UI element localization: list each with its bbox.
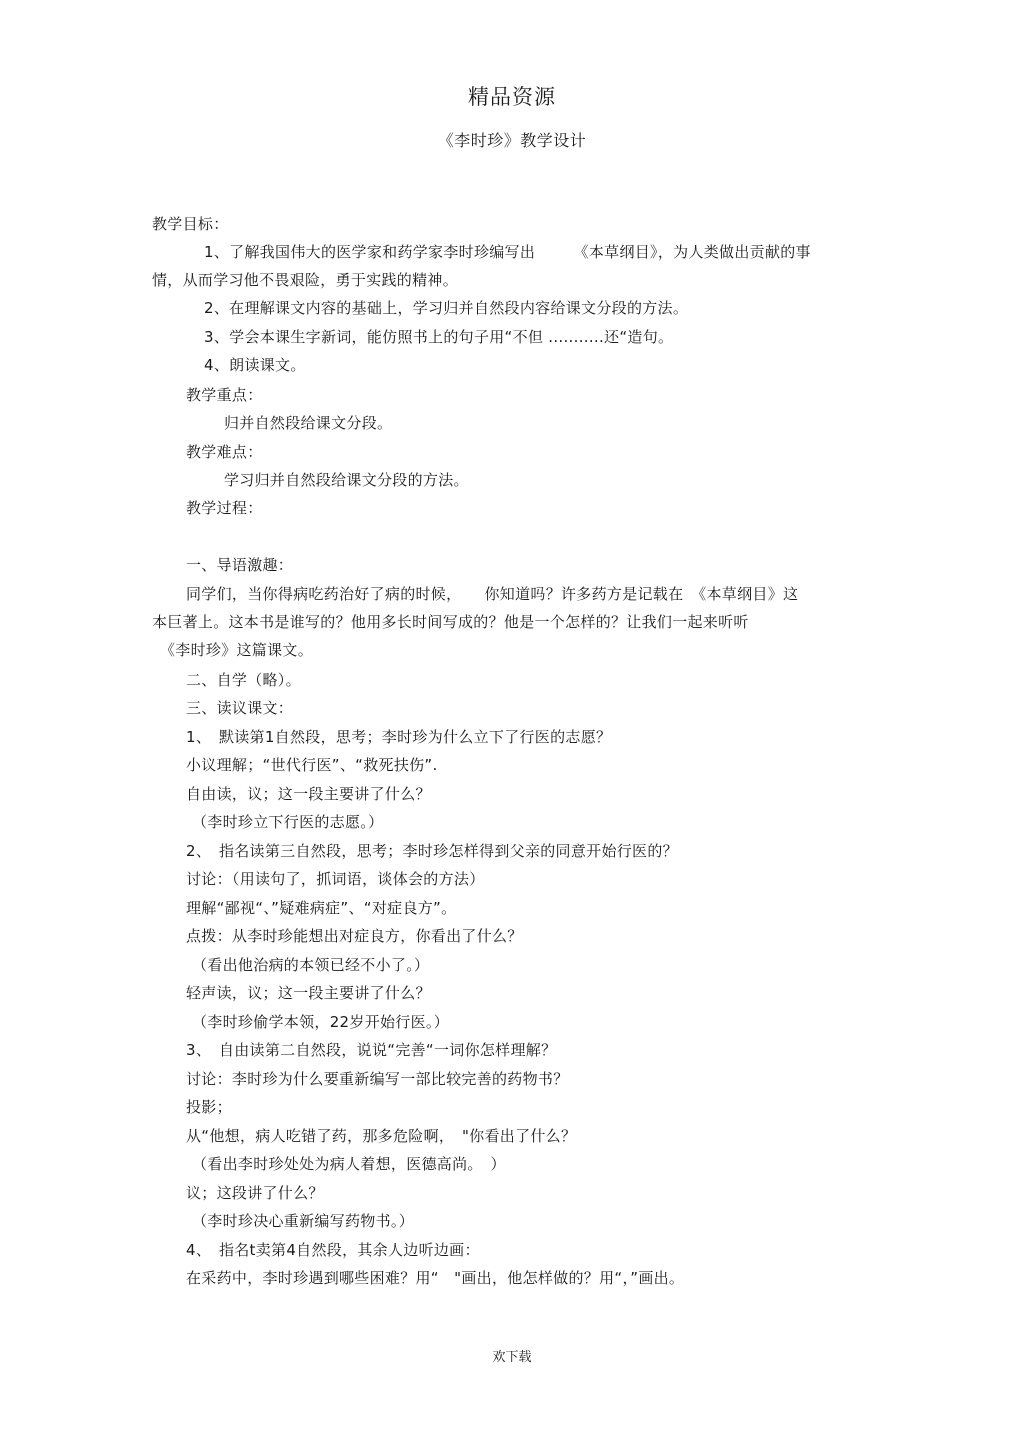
reading-item-2-hint: 点拨：从李时珍能想出对症良方，你看出了什么？ <box>186 927 523 945</box>
reading-item-3-discussion: 讨论：李时珍为什么要重新编写一部比较完善的药物书？ <box>186 1070 569 1088</box>
reading-item-1-question: 自由读，议；这一段主要讲了什么？ <box>186 785 431 803</box>
reading-item-3: 3、 自由读第二自然段，说说“完善“一词你怎样理解？ <box>186 1041 557 1059</box>
step-2-heading: 二、自学（略）。 <box>186 671 301 689</box>
reading-item-2-question: 轻声读，议；这一段主要讲了什么？ <box>186 984 431 1002</box>
reading-item-2-terms: 理解“鄙视“、”疑难病症”、“对症良方”。 <box>186 899 457 917</box>
reading-item-3-question: 议；这段讲了什么？ <box>186 1184 324 1202</box>
objective-1-cont: 情，从而学习他不畏艰险，勇于实践的精神。 <box>152 271 459 289</box>
reading-item-4: 4、 指名t卖第4自然段，其余人边听边画： <box>186 1241 480 1259</box>
intro-paragraph-line-3: 《李时珍》这篇课文。 <box>160 641 314 659</box>
objective-4: 4、朗读课文。 <box>204 356 306 374</box>
reading-item-4-task: 在采药中，李时珍遇到哪些困难？用“ "画出，他怎样做的？用“，”画出。 <box>186 1269 685 1287</box>
document-title: 《李时珍》教学设计 <box>437 131 587 150</box>
page-footer: 欢下载 <box>492 1350 532 1365</box>
intro-paragraph-line-2: 本巨著上。这本书是谁写的？他用多长时间写成的？他是一个怎样的？让我们一起来听听 <box>152 613 749 631</box>
reading-item-1-answer: （李时珍立下行医的志愿。） <box>192 813 384 831</box>
section-heading-key-points: 教学重点： <box>186 386 263 404</box>
section-heading-objectives: 教学目标： <box>152 215 229 233</box>
objective-3: 3、学会本课生字新词，能仿照书上的句子用“不但 ...........还“造句。 <box>204 328 674 346</box>
objective-1: 1、了解我国伟大的医学家和药学家李时珍编写出 《本草纲目》，为人类做出贡献的事 <box>204 243 811 261</box>
step-1-heading: 一、导语激趣： <box>186 556 294 574</box>
step-3-heading: 三、读议课文： <box>186 699 294 717</box>
reading-item-2-discussion: 讨论：（用读句了，抓词语，谈体会的方法） <box>186 870 485 888</box>
reading-item-3-answer: （李时珍决心重新编写药物书。） <box>192 1212 415 1230</box>
reading-item-3-quote: 从“他想，病人吃错了药，那多危险啊， "你看出了什么？ <box>186 1127 577 1145</box>
reading-item-1-discussion: 小议理解；“世代行医”、“救死扶伤”. <box>186 756 438 774</box>
intro-paragraph-line-1: 同学们，当你得病吃药治好了病的时候， 你知道吗？许多药方是记载在 《本草纲目》这 <box>186 585 799 603</box>
section-heading-difficulties: 教学难点： <box>186 443 263 461</box>
difficulty-text: 学习归并自然段给课文分段的方法。 <box>224 471 469 489</box>
reading-item-2-hint-answer: （看出他治病的本领已经不小了。） <box>192 956 430 974</box>
objective-2: 2、在理解课文内容的基础上，学习归并自然段内容给课文分段的方法。 <box>204 299 689 317</box>
reading-item-2: 2、 指名读第三自然段，思考；李时珍怎样得到父亲的同意开始行医的？ <box>186 842 678 860</box>
page-header: 精品资源 <box>468 85 556 109</box>
reading-item-3-projection: 投影； <box>186 1098 232 1116</box>
section-heading-process: 教学过程： <box>186 499 263 517</box>
reading-item-1: 1、 默读第1自然段，思考；李时珍为什么立下了行医的志愿？ <box>186 728 612 746</box>
reading-item-3-quote-answer: （看出李时珍处处为病人着想，医德高尚。 ） <box>192 1155 506 1173</box>
reading-item-2-answer: （李时珍偷学本领，22岁开始行医。） <box>192 1013 449 1031</box>
key-point-text: 归并自然段给课文分段。 <box>224 414 393 432</box>
